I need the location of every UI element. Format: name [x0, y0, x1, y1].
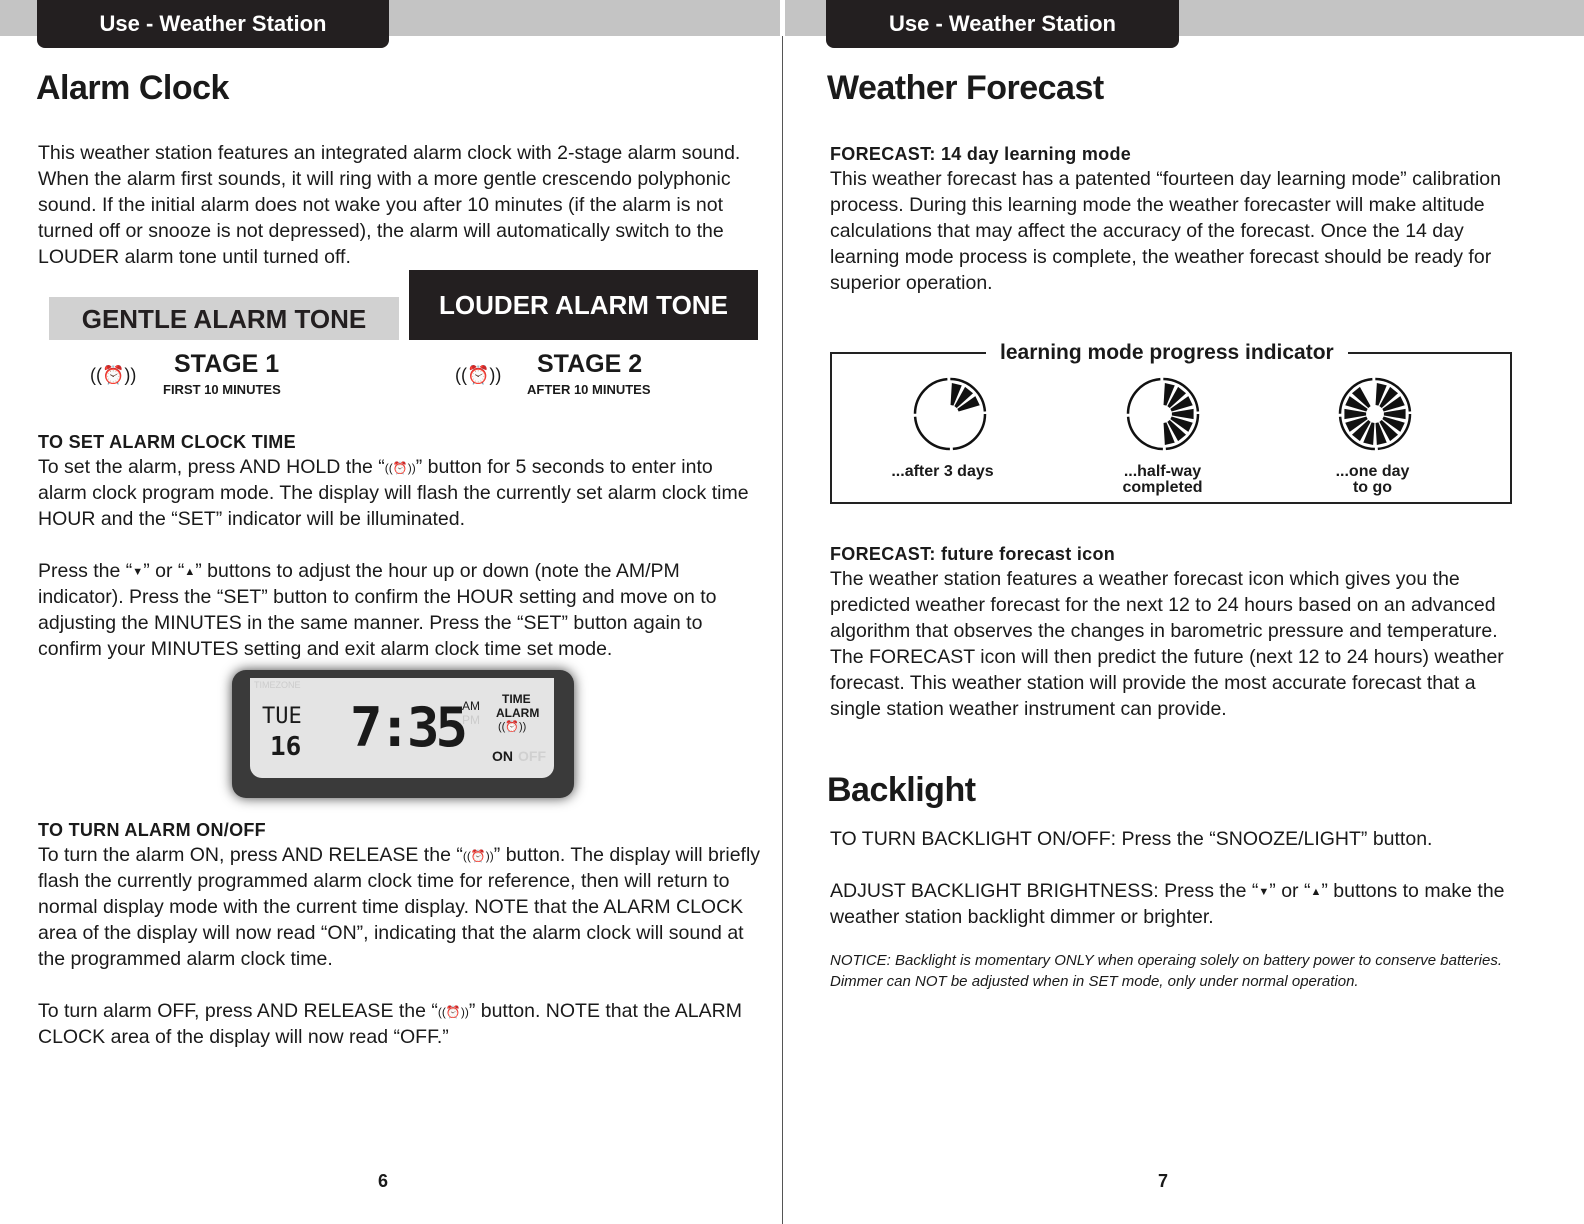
alarm-bell-icon: ((⏰))	[90, 365, 137, 385]
intro-paragraph: This weather station features an integrated alarm clock with 2-stage alarm sound. When the alarm first sounds, it will ring with a more gentle crescendo polyphonic sound. If the initial alarm does not wake you after 10 minutes (if the alarm is not turned off or snooze is not depressed), the alarm will automatically switch to the LOUDER alarm tone until turned off.	[38, 142, 741, 268]
lcd-time-label: TIME	[502, 692, 531, 706]
alarm-on-paragraph	[38, 842, 766, 972]
page-number: 6	[378, 1171, 389, 1191]
alarm-onoff-heading: TO TURN ALARM ON/OFF	[38, 820, 266, 840]
lcd-day: TUE	[262, 704, 302, 729]
progress-indicator-title: learning mode progress indicator	[986, 340, 1348, 366]
progress-dial	[915, 379, 985, 449]
progress-dial	[1128, 379, 1198, 449]
indicator-caption-2	[1080, 464, 1245, 496]
text: ” button for 5 seconds to enter into alarm clock program mode. The display will flash the currently set alarm clock time HOUR and the “SET” indicator will be illuminated.	[38, 456, 749, 530]
indicator-caption-1	[860, 464, 1025, 480]
set-alarm-paragraph-2	[38, 558, 766, 662]
caption-line: completed	[1122, 479, 1203, 496]
backlight-title: Backlight	[827, 771, 976, 809]
section-tab-right: Use - Weather Station	[826, 0, 1179, 48]
alarm-icon: ((⏰))	[462, 848, 494, 863]
alarm-bell-icon: ((⏰))	[455, 365, 502, 385]
down-arrow-icon: ▼	[1258, 885, 1270, 898]
dial-outline	[915, 379, 985, 449]
set-alarm-paragraph-1	[38, 454, 766, 532]
learning-mode-paragraph: This weather forecast has a patented “fourteen day learning mode” calibration process. During this learning mode the weather forecaster will make altitude calculations that may affect the accuracy of the forecast. Once the 14 day learning mode process is complete, the weather forecast should be ready for superior operation.	[830, 168, 1501, 294]
backlight-onoff-paragraph: TO TURN BACKLIGHT ON/OFF: Press the “SNOOZE/LIGHT” button.	[830, 828, 1433, 850]
stage-1-sub: FIRST 10 MINUTES	[163, 382, 281, 397]
lcd-display-area	[38, 662, 766, 812]
future-forecast-paragraph: The weather station features a weather forecast icon which gives you the predicted weather forecast for the next 12 to 24 hours based on an advanced algorithm that observes the changes in barometric pressure and temperature. The FORECAST icon will then predict the future (next 12 to 24 hours) weather forecast. This weather station will provide the most accurate forecast that a single station weather instrument can provide.	[830, 568, 1504, 720]
down-arrow-icon: ▼	[132, 565, 144, 578]
left-page-column	[38, 68, 766, 1050]
text: Press the “	[38, 560, 133, 582]
right-page-column	[827, 68, 1530, 992]
page-divider	[782, 36, 783, 1224]
progress-dials	[830, 352, 1512, 458]
stage-1-label: STAGE 1	[174, 350, 280, 378]
backlight-notice: NOTICE: Backlight is momentary ONLY when operaing solely on battery power to conserve batteries. Dimmer can NOT be adjusted when in SET mode, only under normal operation.	[830, 952, 1502, 990]
text: ” or “	[1269, 880, 1311, 902]
alarm-icon: ((⏰))	[384, 460, 416, 475]
lcd-display	[232, 670, 574, 798]
caption-line: ...after 3 days	[891, 463, 994, 480]
louder-alarm-tone-label: LOUDER ALARM TONE	[409, 270, 758, 340]
up-arrow-icon: ▲	[184, 565, 196, 578]
alarm-tone-stages	[38, 270, 766, 402]
lcd-alarm-label: ALARM	[496, 706, 540, 720]
backlight-brightness-paragraph	[830, 878, 1530, 930]
alarm-icon: ((⏰))	[437, 1004, 469, 1019]
stage-2-label: STAGE 2	[537, 350, 643, 378]
gentle-alarm-tone-label: GENTLE ALARM TONE	[49, 297, 399, 340]
learning-mode-heading: FORECAST: 14 day learning mode	[830, 144, 1132, 164]
caption-line: ...half-way	[1123, 463, 1202, 480]
lcd-off: OFF	[518, 748, 546, 764]
text: ” buttons to adjust the hour up or down (note the AM/PM indicator). Press the “SET” button to confirm the HOUR setting and move on to adjusting the MINUTES in the same manner. Press the “SET” button again to confirm your MINUTES setting and exit alarm clock time set mode.	[38, 560, 717, 660]
alarm-off-paragraph	[38, 998, 766, 1050]
caption-line: ...one day	[1335, 463, 1410, 480]
lcd-time: 7:35	[350, 696, 465, 759]
progress-indicator-area	[830, 340, 1530, 524]
text: ” button. The display will briefly flash the currently programmed alarm clock time for reference, then will return to normal display mode with the current time display. NOTE that the ALARM CLOCK area of the display will now read “ON”, indicating that the alarm clock will sound at the programmed alarm clock time.	[38, 844, 761, 970]
set-alarm-heading: TO SET ALARM CLOCK TIME	[38, 432, 296, 452]
page-number: 7	[1158, 1171, 1169, 1191]
text: ” button. NOTE that the ALARM CLOCK area of the display will now read “OFF.”	[38, 1000, 742, 1048]
lcd-alarm-icon: ((⏰))	[498, 721, 527, 733]
progress-dial	[1340, 379, 1410, 449]
text: ” or “	[143, 560, 185, 582]
text: To turn alarm OFF, press AND RELEASE the “	[38, 1000, 438, 1022]
future-forecast-heading: FORECAST: future forecast icon	[830, 544, 1116, 564]
page-title: Alarm Clock	[36, 69, 229, 107]
lcd-on: ON	[492, 748, 513, 764]
page-title: Weather Forecast	[827, 69, 1104, 107]
text: To turn the alarm ON, press AND RELEASE the “	[38, 844, 463, 866]
stage-2-sub: AFTER 10 MINUTES	[527, 382, 651, 397]
lcd-timezone: TIMEZONE	[254, 680, 301, 690]
indicator-caption-3	[1290, 464, 1455, 496]
text: ADJUST BACKLIGHT BRIGHTNESS: Press the “	[830, 880, 1259, 902]
lcd-am: AM	[462, 699, 480, 713]
lcd-pm: PM	[462, 713, 480, 727]
text: To set the alarm, press AND HOLD the “	[38, 456, 385, 478]
caption-line: to go	[1352, 479, 1393, 496]
lcd-date: 16	[270, 732, 302, 762]
up-arrow-icon: ▲	[1310, 885, 1322, 898]
section-tab-left: Use - Weather Station	[37, 0, 389, 48]
text: ” buttons to make the weather station backlight dimmer or brighter.	[830, 880, 1505, 928]
